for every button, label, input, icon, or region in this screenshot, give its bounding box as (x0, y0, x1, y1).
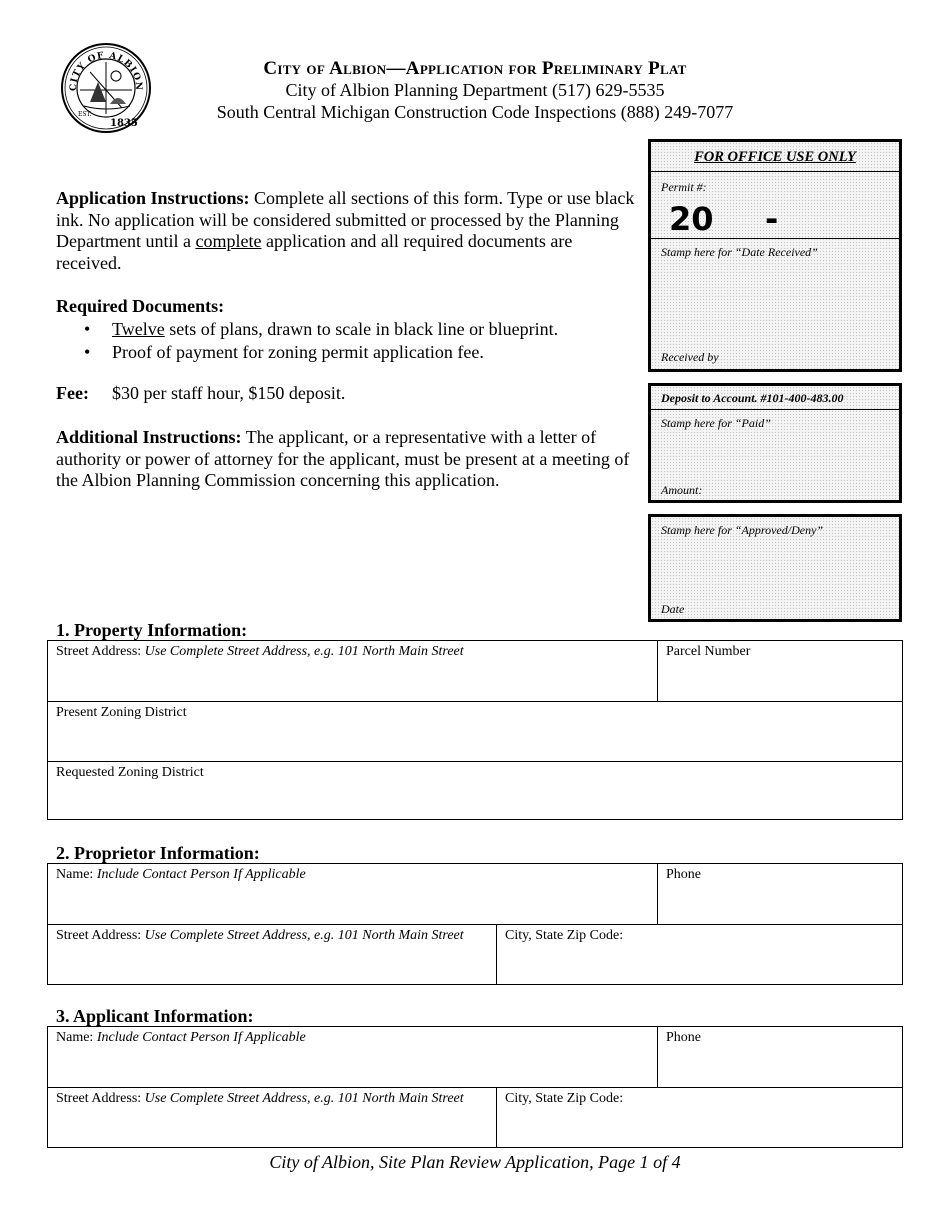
table-row (48, 924, 902, 984)
present-zoning-field[interactable] (48, 702, 902, 761)
table-row (48, 641, 902, 701)
table-row (48, 1027, 902, 1087)
street-address-hint: Use Complete Street Address, e.g. 101 North Main Street (144, 928, 464, 943)
required-documents-heading: Required Documents: (56, 296, 225, 316)
application-instructions (56, 188, 641, 274)
additional-instructions (56, 427, 641, 492)
table-row (48, 1087, 902, 1147)
section-applicant-heading: 3. Applicant Information: (56, 1006, 254, 1026)
applicant-phone-field[interactable] (657, 1027, 902, 1087)
office-use-box (648, 139, 902, 372)
requested-zoning-field[interactable] (48, 762, 902, 819)
applicant-information-table (47, 1026, 903, 1148)
applicant-street-address-field[interactable] (48, 1088, 496, 1147)
fee-line (56, 383, 641, 405)
permit-dash: - (765, 200, 779, 238)
list-item (80, 318, 640, 341)
approval-date-label: Date (661, 602, 685, 616)
received-by-label: Received by (661, 350, 719, 364)
proprietor-information-table (47, 863, 903, 985)
fee-label: Fee: (56, 383, 89, 403)
phone-label: Phone (666, 867, 701, 882)
additional-text: The applicant, or a representative with a letter of authority or power of attorney for the applicant, must be present at a meeting of the Albion Planning Commission concerning this application. (56, 427, 630, 490)
parcel-number-label: Parcel Number (666, 644, 751, 659)
phone-label: Phone (666, 1030, 701, 1045)
street-address-hint: Use Complete Street Address, e.g. 101 North Main Street (144, 1091, 464, 1106)
instructions-underlined-word: complete (195, 231, 262, 251)
list-item: • Proof of payment for zoning permit application fee. (80, 341, 640, 364)
seal-est-text: EST. (78, 111, 92, 118)
required-item1-rest: sets of plans, drawn to scale in black line or blueprint. (164, 319, 559, 339)
page-footer: City of Albion, Site Plan Review Application, Page 1 of 4 (269, 1152, 681, 1172)
form-title: City of Albion—Application for Preliminary Plat (263, 58, 687, 79)
office-use-title: FOR OFFICE USE ONLY (651, 142, 899, 172)
instructions-text-2: application and all required documents are received. (56, 231, 573, 273)
proprietor-name-field[interactable] (48, 864, 657, 924)
street-address-label: Street Address: (56, 644, 145, 659)
divider (651, 238, 899, 239)
section-property-heading: 1. Property Information: (56, 620, 248, 640)
deposit-account-label: Deposit to Account. #101-400-483.00 (651, 386, 899, 410)
table-row (48, 864, 902, 924)
permit-label: Permit #: (661, 180, 707, 194)
street-address-label: Street Address: (56, 928, 145, 943)
proprietor-city-state-zip-field[interactable] (496, 925, 902, 984)
permit-year-prefix: 20 (669, 200, 714, 238)
inspections-contact: South Central Michigan Construction Code Inspections (888) 249-7077 (216, 102, 734, 122)
name-label: Name: (56, 867, 97, 882)
city-state-zip-label: City, State Zip Code: (505, 928, 624, 943)
paid-stamp-label: Stamp here for “Paid” (661, 416, 771, 430)
seal-top-text: CITY OF ALBION (68, 50, 144, 92)
required-documents-list (80, 318, 640, 364)
street-address-label: Street Address: (56, 1091, 145, 1106)
approval-box (648, 514, 902, 622)
instructions-text-1: Complete all sections of this form. Type or use black ink. No application will be considered submitted or processed by the Planning Department until a (56, 188, 635, 251)
fee-text: $30 per staff hour, $150 deposit. (112, 383, 346, 403)
name-hint: Include Contact Person If Applicable (96, 867, 306, 882)
name-label: Name: (56, 1030, 97, 1045)
property-information-table (47, 640, 903, 820)
approved-deny-stamp-label: Stamp here for “Approved/Deny” (661, 523, 824, 537)
planning-department-contact: City of Albion Planning Department (517) 629-5535 (285, 80, 665, 100)
proprietor-street-address-field[interactable] (48, 925, 496, 984)
table-row (48, 761, 902, 819)
street-address-hint: Use Complete Street Address, e.g. 101 North Main Street (144, 644, 464, 659)
seal-year-text: 1835 (110, 118, 138, 129)
deposit-box (648, 383, 902, 503)
table-row (48, 701, 902, 761)
applicant-city-state-zip-field[interactable] (496, 1088, 902, 1147)
instructions-label: Application Instructions: (56, 188, 250, 208)
amount-label: Amount: (661, 483, 703, 497)
parcel-number-field[interactable] (657, 641, 902, 701)
section-proprietor-heading: 2. Proprietor Information: (56, 843, 260, 863)
city-state-zip-label: City, State Zip Code: (505, 1091, 624, 1106)
applicant-name-field[interactable] (48, 1027, 657, 1087)
requested-zoning-label: Requested Zoning District (56, 765, 204, 780)
additional-label: Additional Instructions: (56, 427, 242, 447)
name-hint: Include Contact Person If Applicable (96, 1030, 306, 1045)
present-zoning-label: Present Zoning District (56, 705, 187, 720)
proprietor-phone-field[interactable] (657, 864, 902, 924)
required-item1-underlined: Twelve (112, 319, 165, 339)
date-received-stamp-label: Stamp here for “Date Received” (661, 245, 818, 259)
property-street-address-field[interactable] (48, 641, 657, 701)
